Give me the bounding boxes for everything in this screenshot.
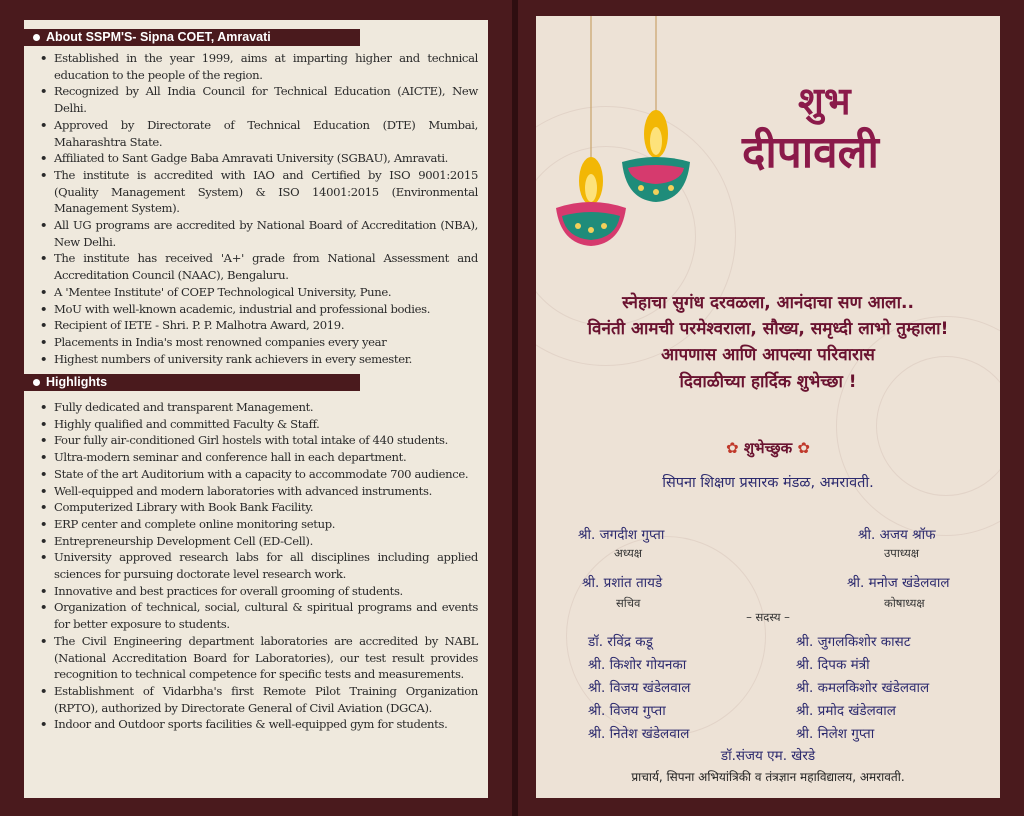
list-item: • Fully dedicated and transparent Management. <box>36 399 478 416</box>
president-name: श्री. जगदीश गुप्ता <box>578 527 665 543</box>
list-item: • Established in the year 1999, aims at imparting higher and technical education to the people of the region. <box>36 50 478 83</box>
secretary-name: श्री. प्रशांत तायडे <box>582 575 663 591</box>
treasurer-name: श्री. मनोज खंडेलवाल <box>847 575 950 591</box>
greeting-line: आपणास आणि आपल्या परिवारास <box>661 345 875 365</box>
vice-president-role: उपाध्यक्ष <box>884 546 920 560</box>
greeting-card <box>536 16 1000 798</box>
list-item: • Innovative and best practices for overall grooming of students. <box>36 583 478 600</box>
about-heading: About SSPM'S- Sipna COET, Amravati <box>24 29 360 46</box>
fold-line <box>512 0 518 816</box>
list-item: • University approved research labs for all disciplines including applied sciences for pursuing doctorate level research work. <box>36 549 478 582</box>
list-item: • ERP center and complete online monitoring setup. <box>36 516 478 533</box>
list-item: • Recognized by All India Council for Technical Education (AICTE), New Delhi. <box>36 83 478 116</box>
member-name: श्री. प्रमोद खंडेलवाल <box>796 703 896 719</box>
members-label: – सदस्य – <box>746 610 790 624</box>
highlights-heading: Highlights <box>24 374 360 391</box>
list-item: • Highest numbers of university rank achievers in every semester. <box>36 351 478 368</box>
president-role: अध्यक्ष <box>614 546 643 560</box>
info-panel <box>24 20 488 798</box>
list-item: • The Civil Engineering department laboratories are accredited by NABL (National Accreditation Board for Laboratories), our test result provides recognition to technical competence for specific tests and measurements. <box>36 633 478 683</box>
member-name: श्री. जुगलकिशोर कासट <box>796 634 911 650</box>
ornament-right-icon: ✿ <box>792 439 810 457</box>
list-item: • A 'Mentee Institute' of COEP Technological University, Pune. <box>36 284 478 301</box>
secretary-role: सचिव <box>616 596 641 610</box>
list-item: • Ultra-modern seminar and conference hall in each department. <box>36 449 478 466</box>
member-name: श्री. नितेश खंडेलवाल <box>588 726 690 742</box>
diya-lamps-icon <box>536 16 696 266</box>
member-name: श्री. किशोर गोयनका <box>588 657 687 673</box>
list-item: • The institute has received 'A+' grade from National Assessment and Accreditation Council (NAAC), Bengaluru. <box>36 250 478 283</box>
member-name: श्री. दिपक मंत्री <box>796 657 870 673</box>
list-item: • MoU with well-known academic, industrial and professional bodies. <box>36 301 478 318</box>
list-item: • Highly qualified and committed Faculty & Staff. <box>36 416 478 433</box>
list-item: • Computerized Library with Book Bank Facility. <box>36 499 478 516</box>
list-item: • All UG programs are accredited by National Board of Accreditation (NBA), New Delhi. <box>36 217 478 250</box>
list-item: • Placements in India's most renowned companies every year <box>36 334 478 351</box>
organization-name: सिपना शिक्षण प्रसारक मंडळ, अमरावती. <box>662 475 874 491</box>
wishers-heading <box>536 438 1000 458</box>
vice-president-name: श्री. अजय श्रॉफ <box>858 527 936 543</box>
highlights-list <box>36 399 478 733</box>
greeting-line: विनंती आमची परमेश्वराला, सौख्य, समृध्दी लाभो तुम्हाला! <box>587 319 949 339</box>
member-name: डॉ. रविंद्र कडू <box>588 634 653 650</box>
card-title-line1: शुभ <box>798 79 851 123</box>
wishers-label: शुभेच्छुक <box>743 439 793 457</box>
list-item: • Establishment of Vidarbha's first Remote Pilot Training Organization (RPTO), authorized by Directorate General of Civil Aviation (DGCA). <box>36 683 478 716</box>
list-item: • Four fully air-conditioned Girl hostels with total intake of 440 students. <box>36 432 478 449</box>
treasurer-role: कोषाध्यक्ष <box>884 596 925 610</box>
principal-title: प्राचार्य, सिपना अभियांत्रिकी व तंत्रज्ञान महाविद्यालय, अमरावती. <box>631 770 905 784</box>
greeting-line: दिवाळीच्या हार्दिक शुभेच्छा ! <box>679 372 857 392</box>
card-title-line2: दीपावली <box>742 127 879 178</box>
list-item: • Indoor and Outdoor sports facilities & well-equipped gym for students. <box>36 716 478 733</box>
about-list <box>36 50 478 367</box>
member-name: श्री. विजय खंडेलवाल <box>588 680 691 696</box>
greeting-line: स्नेहाचा सुगंध दरवळला, आनंदाचा सण आला.. <box>622 293 914 313</box>
list-item: • Well-equipped and modern laboratories with advanced instruments. <box>36 483 478 500</box>
member-name: श्री. विजय गुप्ता <box>588 703 666 719</box>
member-name: श्री. निलेश गुप्ता <box>796 726 875 742</box>
list-item: • Entrepreneurship Development Cell (ED-Cell). <box>36 533 478 550</box>
list-item: • State of the art Auditorium with a capacity to accommodate 700 audience. <box>36 466 478 483</box>
list-item: • Affiliated to Sant Gadge Baba Amravati University (SGBAU), Amravati. <box>36 150 478 167</box>
list-item: • The institute is accredited with IAO and Certified by ISO 9001:2015 (Quality Management System) & ISO 14001:2015 (Environmental Management System). <box>36 167 478 217</box>
member-name: श्री. कमलकिशोर खंडेलवाल <box>796 680 930 696</box>
ornament-left-icon: ✿ <box>726 439 744 457</box>
list-item: • Recipient of IETE - Shri. P. P. Malhotra Award, 2019. <box>36 317 478 334</box>
list-item: • Approved by Directorate of Technical Education (DTE) Mumbai, Maharashtra State. <box>36 117 478 150</box>
list-item: • Organization of technical, social, cultural & spiritual programs and events for better exposure to students. <box>36 599 478 632</box>
principal-name: डॉ.संजय एम. खेरडे <box>720 748 816 764</box>
